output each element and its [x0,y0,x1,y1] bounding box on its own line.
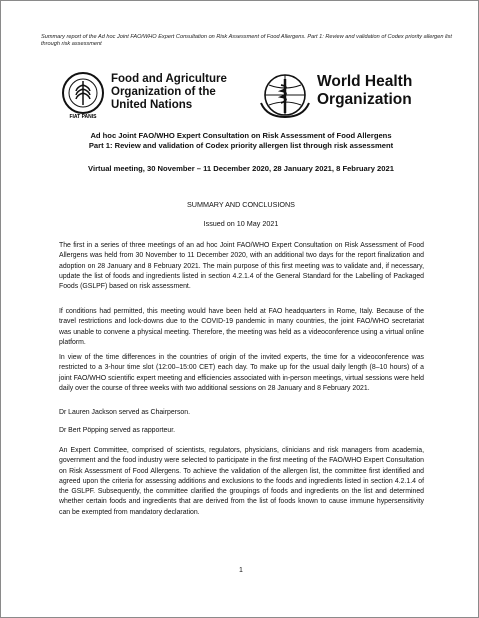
logo-bar [61,71,431,127]
running-header: Summary report of the Ad hoc Joint FAO/WHO Expert Consultation on Risk Assessment of Food Allergens. Part 1: Review and validation of Codex priority allergen list through risk assessment [41,34,452,47]
fao-name: Food and Agriculture Organization of the United Nations [111,73,227,111]
svg-text:FIAT PANIS: FIAT PANIS [69,114,97,120]
who-emblem-icon [259,73,311,119]
section-heading: SUMMARY AND CONCLUSIONS [187,200,295,209]
paragraph-4: Dr Lauren Jackson served as Chairperson. [59,409,190,416]
document-title [31,131,451,151]
title-line-2: Part 1: Review and validation of Codex priority allergen list through risk assessment [88,141,394,150]
who-name: World Health Organization [317,73,413,108]
title-line-1: Ad hoc Joint FAO/WHO Expert Consultation on Risk Assessment of Food Allergens [90,131,392,140]
paragraph-2: If conditions had permitted, this meeting would have been held at FAO headquarters in Rome, Italy. Because of the travel restrictions and lock-downs due to the COVID-19 pandemic in many countries, the joint FAO/WHO secretariat was unable to convene a physical meeting. Therefore, the meeting was held as a videoconference using a virtual online platform. [59,308,424,346]
meeting-dates: Virtual meeting, 30 November – 11 December 2020, 28 January 2021, 8 February 2021 [88,164,394,173]
page-number: 1 [239,567,243,574]
issued-date: Issued on 10 May 2021 [203,219,279,228]
paragraph-1: The first in a series of three meetings of an ad hoc Joint FAO/WHO Expert Consultation on Risk Assessment of Food Allergens was held from 30 November to 11 December 2020, with an additional two days for the report finalization and adoption on 28 January and 8 February 2021. The main purpose of this first meeting was to validate and, if necessary, update the list of foods and ingredients listed in section 4.2.1.4 of the General Standard for the Labelling of Packaged Foods (GSLPF) based on risk assessment. [59,242,424,291]
paragraph-5: Dr Bert Pöpping served as rapporteur. [59,427,176,434]
fao-emblem-icon [61,71,105,121]
paragraph-6: An Expert Committee, comprised of scientists, regulators, physicians, clinicians and risk managers from academia, government and the food industry were selected to participate in the first meeting of the FAO/WHO Expert Consultation on Risk Assessment of Food Allergens. To achieve the validation of the allergen list, the committee first identified and agreed upon the criteria for assessing additions and exclusions to the foods and ingredients listed in section 4.2.1.4 of the GSLPF. Subsequently, the committee clarified the groupings of foods and ingredients on the list and determined whether certain foods and ingredients that are derived from the list of foods known to cause immune hypersensitivity can be exempted from mandatory declaration. [59,447,424,516]
paragraph-3: In view of the time differences in the countries of origin of the invited experts, the time for a videoconference was restricted to a 3-hour time slot (12:00–15:00 CET) each day. To make up for the usual daily length (8–10 hours) of a joint FAO/WHO scientific expert meeting and efficiencies associated with in-person meetings, virtual sessions were held daily over the course of three weeks with two additional sessions on 28 January and 8 February 2021. [59,354,424,392]
